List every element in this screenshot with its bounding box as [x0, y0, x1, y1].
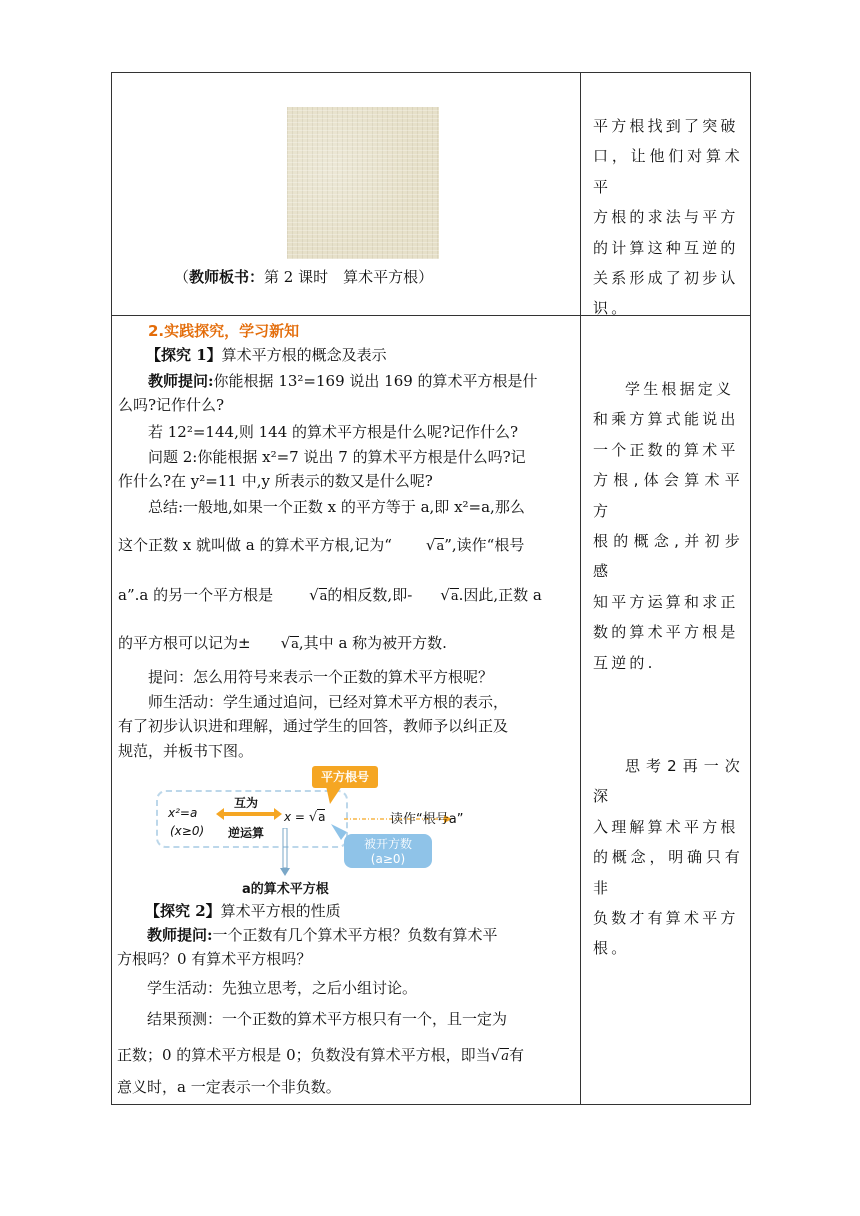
read-as-label: 读作“根号a” — [390, 812, 464, 827]
sqrt-a-symbol: √a — [309, 586, 328, 604]
blackboard-image — [287, 107, 439, 259]
side-para2-line: 的概念，明确只有非 — [593, 848, 743, 897]
side-cell-bottom — [581, 316, 751, 1105]
q4-line1 — [147, 924, 575, 945]
side-para1-line: 根的概念,并初步感 — [593, 532, 743, 581]
side-para1-line: 方根,体会算术平方 — [593, 471, 743, 520]
explore2-line — [145, 900, 603, 921]
side-para2-line: 入理解算术平方根 — [593, 817, 739, 836]
radicand: a — [291, 637, 299, 652]
pred-line2-b: 有 — [508, 1046, 524, 1064]
sqrt-a-symbol: √a — [280, 634, 299, 652]
eq-right — [284, 810, 325, 825]
sqrt-a-diagram: √a — [308, 810, 326, 825]
summary-line1: 总结:一般地,如果一个正数 x 的平方等于 a,即 x²=a,那么 — [148, 498, 525, 516]
pred-line2-a: 正数；0 的算术平方根是 0；负数没有算术平方根，即当 — [117, 1046, 491, 1064]
board-caption — [174, 266, 433, 287]
summary-line4-a: 的平方根可以记为± — [118, 634, 251, 652]
explore1-rest: 算术平方根的概念及表示 — [221, 346, 387, 364]
radicand: a — [436, 539, 445, 554]
side-para1-line: 知平方运算和求正 — [593, 592, 739, 611]
q2-line: 若 12²=144,则 144 的算术平方根是什么呢?记作什么? — [148, 423, 519, 441]
side-para1-line: 一个正数的算术平 — [593, 440, 739, 459]
side-cell-top — [581, 73, 751, 316]
side-para2-line: 思考2再一次深 — [593, 757, 743, 806]
radicand: a — [319, 589, 328, 604]
sqrt-a-symbol: √a — [425, 536, 445, 554]
caption-rest: 第 2 课时 算术平方根） — [264, 268, 434, 286]
q1-bold: 教师提问: — [148, 372, 214, 390]
sqrt-diagram — [156, 766, 476, 896]
section-heading: 2.实践探究，学习新知 — [148, 322, 300, 340]
summary-line3-a: a”.a 的另一个平方根是 — [118, 586, 274, 604]
explore2-title: 【探究 2】 — [145, 902, 221, 920]
ask-line: 提问：怎么用符号来表示一个正数的算术平方根呢？ — [148, 668, 494, 686]
side-top-line: 关系形成了初步认 — [593, 269, 739, 288]
radicand: a — [501, 1049, 509, 1064]
arith-root-label: a的算术平方根 — [242, 882, 329, 897]
sqrt-pointer — [326, 786, 344, 806]
eq-right-text: x = — [284, 810, 305, 824]
radicand-pointer — [331, 824, 347, 840]
activity-line3: 规范，并板书下图。 — [118, 742, 254, 760]
radicand-cond: (a≥0) — [370, 852, 406, 866]
activity-line2: 有了初步认识进和理解，通过学生的回答，教师予以纠正及 — [118, 717, 509, 735]
side-para2-line: 根。 — [593, 939, 630, 958]
radicand-label: 被开方数 — [363, 837, 412, 851]
summary-line4-b: ,其中 a 称为被开方数. — [298, 634, 447, 652]
explore1-title: 【探究 1】 — [146, 346, 222, 364]
sqrt-a-symbol: √a — [440, 586, 459, 604]
side-para1-line: 数的算术平方根是 — [593, 623, 739, 642]
side-top-line: 口，让他们对算术平 — [593, 147, 743, 196]
down-arrow — [280, 828, 290, 876]
side-top-line: 识。 — [593, 299, 630, 318]
side-top-line: 方根的求法与平方 — [593, 208, 739, 227]
cond-left: (x≥0) — [170, 824, 205, 838]
explore2-rest: 算术平方根的性质 — [220, 902, 341, 920]
caption-bold: 教师板书： — [189, 268, 265, 286]
q4-bold: 教师提问: — [147, 926, 213, 944]
caption-prefix: （ — [174, 268, 190, 286]
prediction-line2 — [117, 1044, 575, 1065]
content-overlay — [111, 314, 579, 1104]
summary-line2-b: ”,读作“根号 — [444, 536, 525, 554]
activity-line1: 师生活动：学生通过追问，已经对算术平方根的表示， — [148, 693, 509, 711]
summary-line3-c: .因此,正数 a — [458, 586, 542, 604]
mutual-label: 互为 — [234, 796, 259, 810]
side-top-line: 的计算这种互逆的 — [593, 238, 739, 257]
summary-line3-b: 的相反数,即- — [327, 586, 413, 604]
side-para1-line: 互逆的. — [593, 653, 656, 672]
double-arrow — [216, 808, 282, 820]
eq-left: x²=a — [168, 806, 198, 820]
q1-text: 你能根据 13²=169 说出 169 的算术平方根是什 — [213, 372, 538, 390]
sqrt-sign-box: 平方根号 — [312, 766, 378, 788]
prediction-line1: 结果预测：一个正数的算术平方根只有一个，且一定为 — [147, 1010, 508, 1028]
radicand: a — [318, 810, 326, 824]
radicand: a — [450, 589, 459, 604]
summary-line2-a: 这个正数 x 就叫做 a 的算术平方根,记为“ — [118, 536, 392, 554]
side-para1-line: 学生根据定义 — [625, 380, 735, 398]
student-activity: 学生活动：先独立思考，之后小组讨论。 — [147, 979, 418, 997]
inverse-label: 逆运算 — [228, 826, 265, 840]
sqrt-a-symbol: √a — [490, 1046, 509, 1064]
prediction-line3: 意义时，a 一定表示一个非负数。 — [117, 1078, 341, 1096]
side-top-line: 平方根找到了突破 — [593, 117, 739, 135]
side-para2-line: 负数才有算术平方 — [593, 909, 739, 928]
q3-line2: 作什么?在 y²=11 中,y 所表示的数又是什么呢? — [118, 472, 433, 490]
q3-line1: 问题 2:你能根据 x²=7 说出 7 的算术平方根是什么吗?记 — [148, 448, 526, 466]
q4-text: 一个正数有几个算术平方根？负数有算术平 — [212, 926, 498, 944]
q1-line2: 么吗?记作什么? — [118, 396, 225, 414]
radicand-box — [344, 834, 432, 868]
side-para1-line: 和乘方算式能说出 — [593, 410, 739, 429]
board-cell — [112, 73, 581, 316]
q4-line2: 方根吗？0 有算术平方根吗？ — [117, 950, 312, 968]
